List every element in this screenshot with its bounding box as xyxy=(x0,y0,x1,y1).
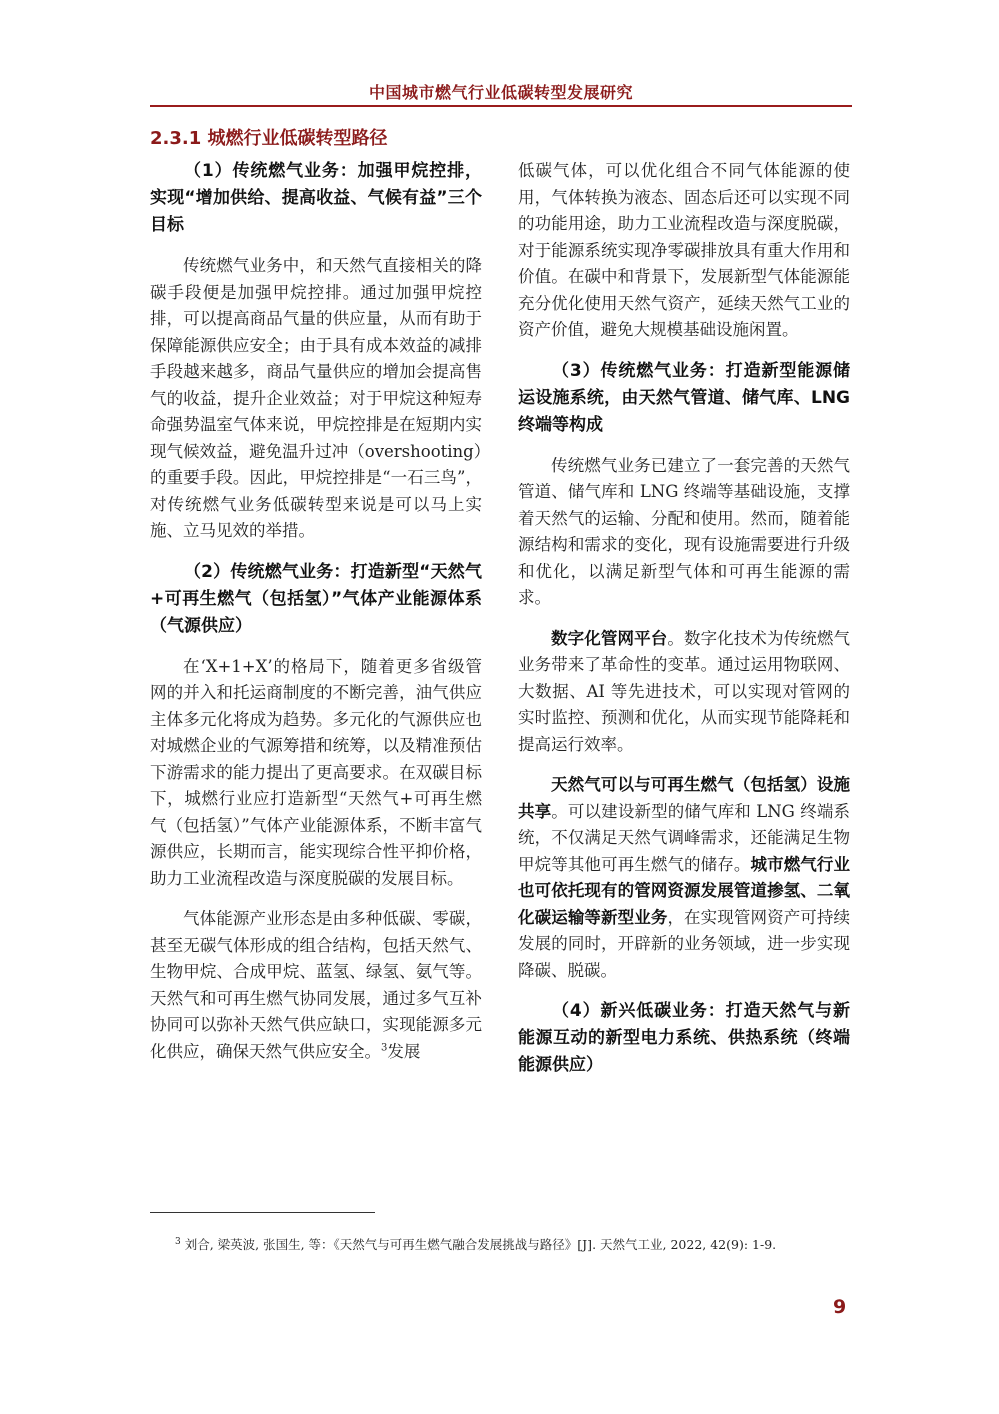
header-divider xyxy=(150,105,852,107)
digital-network-text: 。数字化技术为传统燃气业务带来了革命性的变革。通过运用物联网、大数据、AI 等先进技术，可以实现对管网的实时监控、预测和优化，从而实现节能降耗和提高运行效率。 xyxy=(518,628,851,754)
footnote-reference[interactable]: 3 xyxy=(381,1042,388,1053)
running-header-title: 中国城市燃气行业低碳转型发展研究 xyxy=(368,83,633,102)
paragraph-facility-sharing xyxy=(518,772,850,984)
footnote-text: 刘合, 梁英波, 张国生, 等：《天然气与可再生燃气融合发展挑战与路径》[J]. 天然气工业, 2022, 42(9): 1-9. xyxy=(180,1237,777,1253)
footnote-number: 3 xyxy=(175,1237,181,1247)
paragraph-methane: 传统燃气业务中，和天然气直接相关的降碳手段便是加强甲烷控排。通过加强甲烷控排，可以提高商品气量的供应量，从而有助于保障能源供应安全；由于具有成本效益的减排手段越来越多，商品气量供应的增加会提高售气的收益，提升企业效益；对于甲烷这种短寿命强势温室气体来说，甲烷控排是在短期内实现气候效益，避免温升过冲（overshooting）的重要手段。因此，甲烷控排是“一石三鸟”，对传统燃气业务低碳转型来说是可以马上实施、立马见效的举措。 xyxy=(150,256,482,540)
paragraph-digital-network xyxy=(518,626,850,759)
facility-sharing-text-b: ，在实现管网资产可持续发展的同时，开辟新的业务领域，进一步实现降碳、脱碳。 xyxy=(518,907,851,980)
paragraph-low-carbon-gas: 低碳气体，可以优化组合不同气体能源的使用，气体转换为液态、固态后还可以实现不同的功能用途，助力工业流程改造与深度脱碳，对于能源系统实现净零碳排放具有重大作用和价值。在碳中和背景下，发展新型气体能源能充分优化使用天然气资产，延续天然气工业的资产价值，避免大规模基础设施闲置。 xyxy=(518,161,850,339)
digital-network-lead: 数字化管网平台 xyxy=(551,628,668,648)
facility-sharing-lead: 天然气可以与可再生燃气（包括氢）设施共享 xyxy=(518,775,850,821)
footnote-divider xyxy=(150,1212,375,1213)
subheading-3: （3）传统燃气业务：打造新型能源储运设施系统，由天然气管道、储气库、LNG 终端等构成 xyxy=(518,360,850,435)
subheading-4: （4）新兴低碳业务：打造天然气与新能源互动的新型电力系统、供热系统（终端能源供应） xyxy=(518,1001,850,1075)
footnote xyxy=(150,1232,850,1255)
paragraph-gas-energy-form xyxy=(150,906,482,1065)
section-heading: 2.3.1 城燃行业低碳转型路径 xyxy=(150,128,388,149)
subheading-2: （2）传统燃气业务：打造新型“天然气+可再生燃气（包括氢）”气体产业能源体系（气源供应） xyxy=(150,561,482,636)
paragraph-gas-energy-form-tail: 发展 xyxy=(387,1041,421,1061)
page-number: 9 xyxy=(833,1296,847,1318)
right-column xyxy=(518,158,850,1093)
paragraph-gas-energy-form-text: 气体能源产业形态是由多种低碳、零碳，甚至无碳气体形成的组合结构，包括天然气、生物甲烷、合成甲烷、蓝氢、绿氢、氨气等。天然气和可再生燃气协同发展，通过多气互补协同可以弥补天然气供应缺口，实现能源多元化供应，确保天然气供应安全。 xyxy=(150,909,482,1061)
left-column xyxy=(150,158,482,1079)
facility-sharing-text-a: 。可以建设新型的储气库和 LNG 终端系统，不仅满足天然气调峰需求，还能满足生物甲烷等其他可再生燃气的储存。 xyxy=(518,801,850,874)
paragraph-gas-supply: 在‘X+1+X’的格局下，随着更多省级管网的并入和托运商制度的不断完善，油气供应主体多元化将成为趋势。多元化的气源供应也对城燃企业的气源筹措和统筹，以及精准预估下游需求的能力提出了更高要求。在双碳目标下，城燃行业应打造新型“天然气+可再生燃气（包括氢）”气体产业能源体系，不断丰富气源供应，长期而言，能实现综合性平抑价格，助力工业流程改造与深度脱碳的发展目标。 xyxy=(150,656,482,888)
paragraph-infrastructure: 传统燃气业务已建立了一套完善的天然气管道、储气库和 LNG 终端等基础设施，支撑着天然气的运输、分配和使用。然而，随着能源结构和需求的变化，现有设施需要进行升级和优化，以满足新型气体和可再生能源的需求。 xyxy=(518,455,850,607)
subheading-1: （1）传统燃气业务：加强甲烷控排，实现“增加供给、提高收益、气候有益”三个目标 xyxy=(150,161,482,235)
facility-sharing-emphasis: 城市燃气行业也可依托现有的管网资源发展管道掺氢、二氧化碳运输等新型业务 xyxy=(518,854,851,927)
